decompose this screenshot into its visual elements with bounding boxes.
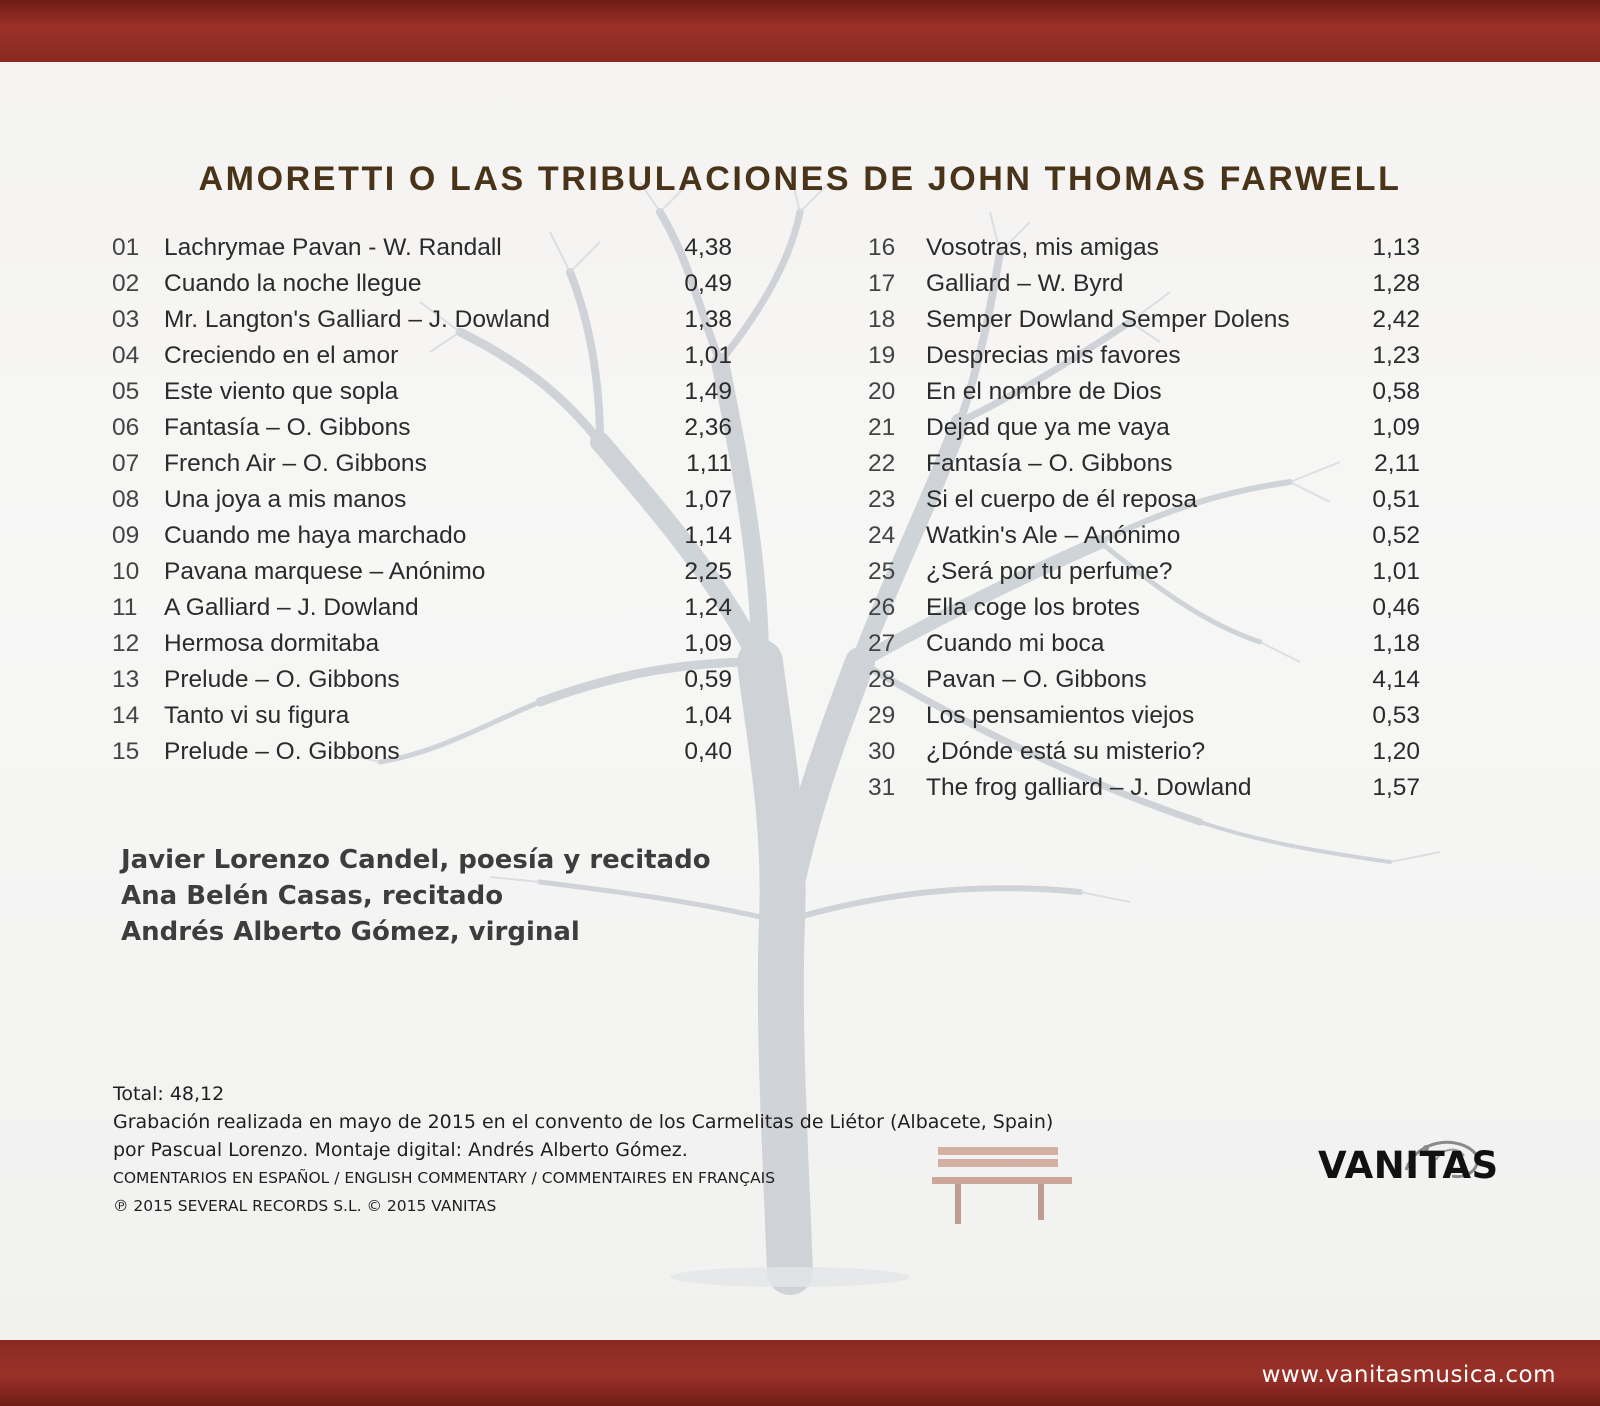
track-duration: 0,52 — [1372, 522, 1420, 549]
track-row — [112, 302, 732, 338]
track-duration: 1,11 — [686, 450, 732, 477]
track-row — [868, 374, 1420, 410]
track-number: 29 — [868, 702, 896, 729]
track-row — [868, 338, 1420, 374]
track-number: 12 — [112, 630, 140, 657]
vanitas-logo — [1318, 1130, 1499, 1200]
track-duration: 2,25 — [684, 558, 732, 585]
track-title: Semper Dowland Semper Dolens — [926, 306, 1290, 333]
track-number: 28 — [868, 666, 896, 693]
track-number: 03 — [112, 306, 140, 333]
track-title: Mr. Langton's Galliard – J. Dowland — [164, 306, 550, 333]
track-number: 17 — [868, 270, 896, 297]
track-title: Fantasía – O. Gibbons — [164, 414, 411, 441]
credit-line: Javier Lorenzo Candel, poesía y recitado — [121, 845, 711, 875]
track-row — [868, 482, 1420, 518]
credit-line: Ana Belén Casas, recitado — [121, 881, 504, 911]
credit-line: Andrés Alberto Gómez, virginal — [121, 917, 580, 947]
track-duration: 1,09 — [1372, 414, 1420, 441]
track-row — [868, 266, 1420, 302]
track-duration: 1,14 — [684, 522, 732, 549]
track-duration: 1,24 — [684, 594, 732, 621]
track-title: Este viento que sopla — [164, 378, 399, 405]
track-duration: 0,49 — [684, 270, 732, 297]
track-number: 30 — [868, 738, 896, 765]
track-title: Los pensamientos viejos — [926, 702, 1195, 729]
track-row — [868, 518, 1420, 554]
track-duration: 1,18 — [1372, 630, 1420, 657]
track-row — [868, 770, 1420, 806]
track-row — [868, 626, 1420, 662]
track-title: Prelude – O. Gibbons — [164, 666, 400, 693]
track-number: 18 — [868, 306, 896, 333]
track-duration: 2,11 — [1374, 450, 1420, 477]
track-row — [868, 698, 1420, 734]
track-row — [112, 446, 732, 482]
track-row — [112, 554, 732, 590]
commentary-languages: COMENTARIOS EN ESPAÑOL / ENGLISH COMMENTARY / COMMENTAIRES EN FRANÇAIS — [113, 1169, 776, 1187]
track-number: 31 — [868, 774, 896, 801]
track-title: Desprecias mis favores — [926, 342, 1181, 369]
track-title: Pavan – O. Gibbons — [926, 666, 1147, 693]
track-row — [868, 590, 1420, 626]
track-number: 08 — [112, 486, 140, 513]
track-duration: 1,28 — [1372, 270, 1420, 297]
track-title: Pavana marquese – Anónimo — [164, 558, 486, 585]
copyright-notice: ℗ 2015 SEVERAL RECORDS S.L. © 2015 VANITAS — [113, 1197, 497, 1215]
performer-credits — [121, 842, 711, 950]
label-name: VANITAS — [1318, 1144, 1499, 1187]
track-title: Watkin's Ale – Anónimo — [926, 522, 1181, 549]
track-row — [112, 698, 732, 734]
track-title: A Galliard – J. Dowland — [164, 594, 419, 621]
album-title: AMORETTI O LAS TRIBULACIONES DE JOHN THOMAS FARWELL — [198, 160, 1402, 198]
track-title: Vosotras, mis amigas — [926, 234, 1159, 261]
track-row — [868, 410, 1420, 446]
track-row — [868, 302, 1420, 338]
tracklist-left — [112, 230, 732, 770]
track-duration: 1,01 — [1372, 558, 1420, 585]
track-number: 20 — [868, 378, 896, 405]
track-duration: 1,04 — [684, 702, 732, 729]
track-number: 21 — [868, 414, 896, 441]
track-row — [868, 230, 1420, 266]
track-duration: 1,13 — [1372, 234, 1420, 261]
track-number: 07 — [112, 450, 140, 477]
track-number: 25 — [868, 558, 896, 585]
track-row — [112, 662, 732, 698]
track-duration: 2,36 — [684, 414, 732, 441]
track-title: Fantasía – O. Gibbons — [926, 450, 1173, 477]
track-duration: 0,51 — [1372, 486, 1420, 513]
track-title: Lachrymae Pavan - W. Randall — [164, 234, 502, 261]
track-duration: 1,38 — [684, 306, 732, 333]
track-title: Cuando la noche llegue — [164, 270, 422, 297]
track-number: 22 — [868, 450, 896, 477]
track-title: ¿Será por tu perfume? — [926, 558, 1173, 585]
track-row — [868, 662, 1420, 698]
track-number: 26 — [868, 594, 896, 621]
track-number: 27 — [868, 630, 896, 657]
track-duration: 0,46 — [1372, 594, 1420, 621]
track-number: 13 — [112, 666, 140, 693]
track-number: 15 — [112, 738, 140, 765]
track-number: 24 — [868, 522, 896, 549]
recording-note-line2: por Pascual Lorenzo. Montaje digital: Andrés Alberto Gómez. — [113, 1139, 688, 1161]
track-number: 14 — [112, 702, 140, 729]
track-row — [112, 626, 732, 662]
track-number: 04 — [112, 342, 140, 369]
track-number: 09 — [112, 522, 140, 549]
track-title: Cuando mi boca — [926, 630, 1105, 657]
track-number: 10 — [112, 558, 140, 585]
recording-note-line1: Grabación realizada en mayo de 2015 en el convento de los Carmelitas de Liétor (Albacete, Spain) — [113, 1111, 1054, 1133]
track-number: 16 — [868, 234, 896, 261]
track-title: French Air – O. Gibbons — [164, 450, 427, 477]
track-number: 19 — [868, 342, 896, 369]
track-title: En el nombre de Dios — [926, 378, 1162, 405]
track-title: Ella coge los brotes — [926, 594, 1140, 621]
track-title: The frog galliard – J. Dowland — [926, 774, 1252, 801]
track-row — [112, 266, 732, 302]
track-duration: 0,59 — [684, 666, 732, 693]
track-duration: 0,53 — [1372, 702, 1420, 729]
track-number: 06 — [112, 414, 140, 441]
track-duration: 1,57 — [1372, 774, 1420, 801]
track-row — [112, 734, 732, 770]
track-number: 05 — [112, 378, 140, 405]
track-title: Cuando me haya marchado — [164, 522, 467, 549]
track-duration: 1,49 — [684, 378, 732, 405]
track-duration: 0,58 — [1372, 378, 1420, 405]
track-duration: 1,09 — [684, 630, 732, 657]
track-duration: 0,40 — [684, 738, 732, 765]
track-row — [112, 374, 732, 410]
track-title: ¿Dónde está su misterio? — [926, 738, 1206, 765]
track-title: Prelude – O. Gibbons — [164, 738, 400, 765]
track-row — [868, 554, 1420, 590]
track-row — [112, 410, 732, 446]
website-link[interactable]: www.vanitasmusica.com — [1261, 1362, 1556, 1388]
track-row — [112, 518, 732, 554]
track-duration: 1,23 — [1372, 342, 1420, 369]
track-row — [868, 446, 1420, 482]
track-title: Dejad que ya me vaya — [926, 414, 1170, 441]
track-duration: 4,38 — [684, 234, 732, 261]
total-duration: Total: 48,12 — [113, 1083, 225, 1105]
track-duration: 4,14 — [1372, 666, 1420, 693]
track-title: Creciendo en el amor — [164, 342, 399, 369]
track-row — [112, 338, 732, 374]
track-row — [112, 590, 732, 626]
track-duration: 2,42 — [1372, 306, 1420, 333]
track-title: Hermosa dormitaba — [164, 630, 380, 657]
tracklist-right — [868, 230, 1420, 806]
track-duration: 1,07 — [684, 486, 732, 513]
track-number: 23 — [868, 486, 896, 513]
track-title: Tanto vi su figura — [164, 702, 350, 729]
track-row — [112, 230, 732, 266]
top-band — [0, 0, 1600, 60]
track-number: 11 — [112, 594, 138, 621]
track-row — [112, 482, 732, 518]
track-duration: 1,01 — [684, 342, 732, 369]
track-duration: 1,20 — [1372, 738, 1420, 765]
footer-info — [113, 1080, 1053, 1220]
track-number: 02 — [112, 270, 140, 297]
track-title: Si el cuerpo de él reposa — [926, 486, 1198, 513]
track-title: Una joya a mis manos — [164, 486, 407, 513]
track-number: 01 — [112, 234, 140, 261]
track-title: Galliard – W. Byrd — [926, 270, 1124, 297]
track-row — [868, 734, 1420, 770]
